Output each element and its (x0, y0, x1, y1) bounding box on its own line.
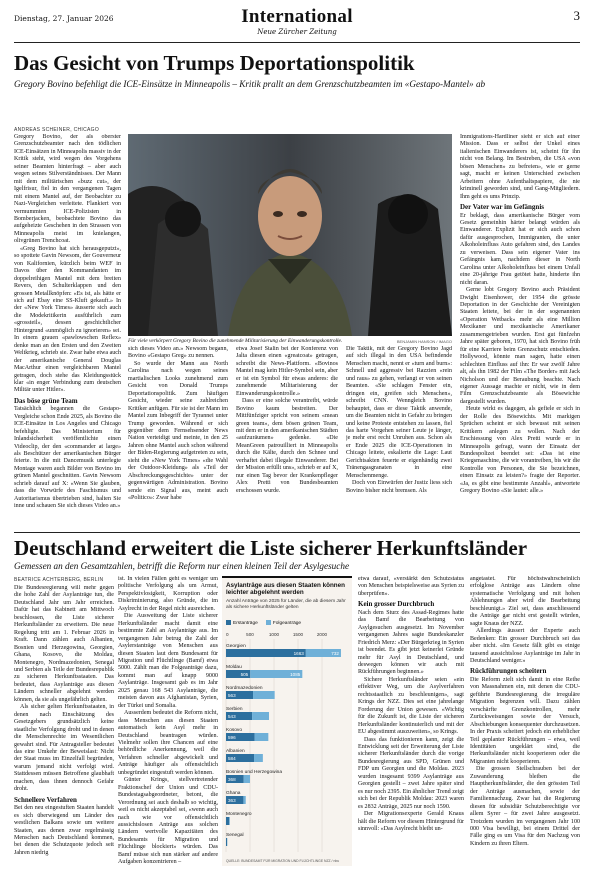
paragraph: etwa darauf, «verstärkt den Schutzstatus von Menschen beispielsweise aus Syrien zu überprüfen». (358, 576, 464, 597)
paragraph: sich dieses Video an.» Newsom begann, Bovino «Gestapo Greg» zu nennen. (128, 346, 228, 360)
legend-label: Erstanträge (233, 621, 258, 626)
legend-item-erst (226, 620, 258, 626)
paragraph: Dass das funktionieren kann, zeigt die Entwicklung seit der Erweiterung der Liste sicherer Herkunftsländer durch die vorige Bundesregierung aus SPD, Grünen und FDP um Georgien und die Moldau. 2023 wurden insgesamt 9399 Asylanträge aus Georgien gestellt – zwei Jahre später sind es nur noch 2395. Ein ähnlicher Trend zeigt sich bei der Republik Moldau: 2023 waren es 2832 Anträge, 2025 nur noch 1590. (358, 736, 464, 810)
data-label: 505 (240, 672, 249, 677)
data-label: 363 (228, 798, 236, 803)
bar-folgeantraege (253, 691, 275, 699)
x-tick-label: 500 (246, 632, 254, 637)
article2-col1 (14, 585, 114, 866)
paragraph: angetastet. Für höchstwahrscheinlich erfolglose Anträge aus Ländern ohne systematische Verfolgung und mit hohen Ablehnungen aber wird die Bearbeitung beschleunigt.» Ziel sei, dass anschliessend die Anträge gar nicht erst gestellt würden, sagte Knaus der NZZ. (470, 576, 580, 627)
paragraph: Die Taktik, mit der Gregory Bovino Jagd auf sich illegal in den USA befindende Menschen macht, nennt er «turn and burn»: Schnell und aggressiv bei Razzien «rein und raus» zu gehen, verlangt er von seinen Beamten. «Sie schlagen Fenster ein, dringen ein, greifen sich Menschen», schreibt CNN. Wenngleich Bovino behauptet, dass er diese Taktik anwende, um die Beamten nicht in Gefahr zu bringen und keine Proteste entstehen zu lassen, fiel das harte Vorgehen seiner Leute je länger, je mehr erst recht Unruhen aus. Schon als er Ende 2025 die ICE-Operationen in Chicago leitete, eskalierte die Lage: Laut Gerichtsakten feuerte er eigenhändig zwei Tränengasgranaten in eine Menschenmenge. (346, 346, 452, 479)
paragraph: Gerne lobt Gregory Bovino auch Präsident Dwight Eisenhower, der 1954 die grösste Deportation in der Geschichte der Vereinigten Staaten leitete, bei der in der sogenannten «Operation Wetback» mehr als eine Million Mexikaner und mexikanische Amerikaner zusammengetrieben wurden. Erst gut fünfzehn Jahre später geboren, 1970, hat sich Bovino früh für eine Karriere beim Grenzschutz entschieden. Hollywood, könnte man sagen, hatte einen schlechten Einfluss auf ihn: Er war zwölf Jahre alt, als ihn 1982 der Film «The Border» mit Jack Nicholson und der Beraubung beachte. Nach eigener Aussage machte er nicht, wie in dem Film Grenzschutzbeamte als Bösewichte dargestellt wurden. (460, 287, 580, 405)
paragraph: Heute wirkt es dagegen, als gefiele er sich in der Rolle des Bösewichts. Mit markigen Sprüchen scheint er sich bewusst mit seinen Kritikern anlegen zu wollen. Nach der Erschiessung von Alex Pretti wurde er in Minneapolis gefragt, wann der Einsatz der Bundespolizei beendet sei: «Das ist eine Kriegsmaschine, die wir vorantreiben, bis wir die Kontrolle von Personen, die Sie bezeichnen, einen Einsatz zu leisten?» fragte der Reporter. «Ja, es gibt eine bestimmte Anzahl», antwortete Gregory Bovino «Sie lautet: alle.» (460, 406, 580, 495)
article2-col4 (470, 576, 580, 866)
paragraph: Die grossen Stellschrauben bei der Zuwanderung bleiben die Hauptherkunftsländer, die den grössten Teil der Anträge ausmachen, sowie der Familiennachzug. Zwar hat die Regierung diesen für subsidiär Schutzberechtigte vor allem Syrer – für zwei Jahre ausgesetzt. Trotzdem wurden im vergangenen Jahr 100 000 Visa bewilligt, bei einem Drittel der Fälle ging es um Visa für den Nachzug von Kindern zu ihren Eltern. (470, 766, 580, 847)
subheading: Schnellere Verfahren (14, 795, 77, 804)
bar-folgeantraege (244, 775, 250, 783)
x-tick-label: 1500 (292, 632, 304, 637)
article1-col5 (460, 134, 580, 528)
chart-legend (226, 620, 301, 626)
category-label: Senegal (226, 833, 244, 838)
paragraph: Die Reform zielt sich damit in eine Reihe von Massnahmen ein, mit denen die CDU-geführte Bundesregierung die irreguläre Migration begrenzen will. Dazu zählen verschärfte Grenzkontrollen, mehr Zurückweisungen sowie der Versuch, Abschiebungen konsequenter durchzusetzen. In der Praxis scheitert jedoch ein erheblicher Teil geplanter Rückführungen – etwa, weil Identitäten ungeklärt sind, die Herkunftsländer nicht kooperieren oder die Migranten nicht kooperieren. (470, 676, 580, 765)
bar-folgeantraege (254, 754, 263, 762)
article1-col4 (346, 346, 452, 528)
subheading: Der Vater war im Gefängnis (460, 203, 544, 212)
article1-col3 (236, 346, 338, 528)
paragraph: Tatsächlich begannen die Gestapo-Vergleiche schon Ende 2025, als Bovino die ICE-Einsätze in Los Angeles und Chicago befehligte. Das Ministerium für Inlandsicherheit veröffentlichte einen Videoclip, der den «commander at large» als Beschützer der amerikanischen Bürger feierte. In die mit Dancemusik unterlegte Montage waren auch Bilder von Bovino im grünen Mantel geschnitten. Gavin Newsom schrieb darauf auf X: «Wenn Sie glauben, dass die Vorwürfe des Faschismus und Autoritarismus übertrieben sind, halten Sie inne und schauen Sie sich dieses Video an.» (14, 406, 121, 510)
asylum-chart (222, 576, 352, 866)
paragraph: Er beklagt, dass amerikanische Bürger vom Gesetz gemeinhin härter belangt würden als Einwanderer. Explizit hat er sich auch schon dafür ausgesprochen, Immigranten, die unter Alkoholeinfluss Auto gefahren sind, des Landes zu verweisen. Dass sein eigener Vater ins Gefängnis kam, nachdem dieser in North Carolina unter Alkoholeinfluss bei einem Unfall eine 20-jährige Frau getötet hatte, hinderte ihn nicht daran. (460, 212, 580, 286)
x-tick-label: 2000 (316, 632, 328, 637)
category-label: Albanien (226, 749, 245, 754)
paragraph: Die Ausweitung der Liste sicherer Herkunftsländer macht damit eine bestimmte Zahl an Asylanträge aus. Im vergangenen Jahr betrug die Zahl der Asylerstanträge von Menschen aus diesen Staaten laut dem Bundesamt für Migration und Flüchtlinge (Bamf) etwa 5000. Zählt man die Folgeanträge dazu, kommt man auf knapp 9000 Asylanträge. Insgesamt gab es im Jahr 2025 genau 168 543 Asylanträge, die meisten davon aus Afghanistan, Syrien, der Türkei und Somalia. (118, 613, 218, 709)
data-label: 563 (228, 693, 236, 698)
photo-caption: Für viele verkörpert Gregory Bovino die zunehmende Militarisierung der Einwanderungskontrolle. (128, 338, 343, 344)
paragraph: Die Bundesregierung will mehr gegen die hohe Zahl der Asylanträge tun, die Deutschland Jahr um Jahr erreichen. Dafür hat das Kabinett am Mittwoch beschlossen, die Liste sicherer Herkunftsländer zu erweitern. Die neue Regelung tritt am 1. Februar 2026 in Kraft. Dann zählen auch Albanien, Bosnien und Herzegowina, Georgien, Ghana, Kosovo, die Moldau, Montenegro, Nordmazedonien, Senegal und Serbien als Teile der Bundesrepublik zu sicheren Herkunftsstaaten. Das bedeutet, dass Asylanträge aus diesen Ländern schneller abgelehnt werden können, da sie als ungefährlich gelten. (14, 585, 114, 703)
legend-item-folge (266, 620, 301, 626)
paragraph: Nach dem Sturz des Assad-Regimes hatte das Bamf die Bearbeitung von Asylgesuchen ausgesetzt. Im November vergangenen Jahres sagte Bundeskanzler Friedrich Merz: «Der Bürgerkrieg in Syrien ist beendet. Es gibt jetzt keinerlei Gründe mehr für Asyl in Deutschland, und deswegen können wir auch mit Rückführungen beginnen.» (358, 609, 464, 676)
paragraph: Als sicher gelten Herkunftsstaaten, in denen nach Einschätzung des Gesetzgebers grundsätzlich keine staatliche Verfolgung droht und in denen die Menschenrechte im Wesentlichen gewahrt sind. Für Antragsteller bedeutet das eine Umkehr der Beweislast: Nicht der Staat muss im Einzelfall begründen, warum jemand nicht verfolgt wird. Stattdessen müssen Betroffene glaubhaft machen, dass ihnen dennoch Gefahr droht. (14, 704, 114, 793)
data-label: 1663 (293, 651, 304, 656)
issue-date: Dienstag, 27. Januar 2026 (14, 14, 114, 23)
data-label: 368 (228, 777, 236, 782)
paragraph: Dass er eine solche verantreibt, würde Bovino kaum bestreiten. Der Mittfünfziger spricht von seinem «mean green team», dem bösen grünen Team, mit dem er in den amerikanischen Städten «aufzuräumen» gedenke. «Die MeanGreen patrouilliert in Minneapolis durch die Kälte, durch den Schnee und verhaftet dabei illegale Einwanderer. Bei der Mission erfüllt uns», schrieb er auf X, nur einen Tag bevor der Krankenpfleger Alex Pretti von Bundesbeamten erschossen wurde. (236, 398, 338, 494)
article2-col3 (358, 576, 464, 866)
category-label: Moldau (226, 665, 242, 670)
paragraph: Gregory Bovino, der als oberster Grenzschutzbeamter nach den tödlichen ICE-Einsätzen in Minneapolis massiv in der Kritik steht, wird wegen des Vorgehens seiner Beamten hinterfragt – aber auch wegen seines Stilverständnisses. Der Mann mit dem militärischen «buzz cut», der Igelfrisur, fiel in den vergangenen Tagen mit einem Mantel auf, der Beobachter zu Nazi-Vergleichen verleitete. Flankiert von vermummten ICE-Polizisten in Bomberjacken, beobachtete Bovino das aufgeheizte Geschehen in den Strassen von Minneapolis meist im knielangen, olivgrünen Trenchcoat. (14, 134, 121, 245)
paragraph: Allerdings äussert der Experte auch Bedenken: Ein grosser Durchbruch sei das aber nicht. «Im Gesetz fällt gibt es einige tausend aussichtslose Asylanträge im Jahr in Deutschland weniger.» (470, 628, 580, 664)
legend-swatch (266, 620, 271, 625)
paragraph: Immigrations-Hardliner sieht er sich auf einer Mission. Dass er selbst der Unkel eines italienischen Einwanderers ist, scheint für ihn nicht von Belang. Im Bestreben, die USA «von bösen Menschen» zu befreien», wie er gerne sagt, macht er keinen Unterschied zwischen Arbeitern ohne Aufenthaltspapiere, die nie kriminell geworden sind, und Gang-Mitgliedern. Ihm geht es ums Prinzip. (460, 134, 580, 200)
legend-swatch (226, 620, 231, 625)
category-label: Nordmazedonien (226, 686, 263, 691)
bar-folgeantraege (252, 712, 269, 720)
article1-byline: ANDREAS SCHEINER, CHICAGO (14, 127, 100, 133)
bar-erstantraege (226, 838, 227, 846)
bar-folgeantraege (243, 796, 245, 804)
paragraph: ist. In vielen Fällen geht es weniger um politische Verfolgung als um Armut, Perspektivlosigkeit, Korruption oder Diskriminierung, also Gründe, die im Asylrecht in der Regel nicht ausreichen. (118, 576, 218, 612)
bovino-portrait-image (128, 134, 452, 336)
bar-folgeantraege (255, 733, 269, 741)
article1-photo (128, 134, 452, 336)
article2-headline: Deutschland erweitert die Liste sicherer Herkunftsländer (14, 536, 528, 560)
paragraph: Günter Krings, stellvertretender Fraktionschef der Union und CDU-Bundestagsabgeordneter, betont, die Verordnung sei auch deshalb so wichtig, weil es nicht akzeptabel sei, «wenn auch nach wie vor offensichtlich aussichtslosen Anträge aus solchen Ländern wertvolle Kapazitäten des Bundesamts für Migration und Flüchtlinge blockiert» würden. Das Bamf müsse sich nun stärker auf andere Aufgaben konzentrieren – (118, 777, 218, 866)
data-label: 584 (228, 756, 236, 761)
paragraph: «Greg Bovino hat sich herausgeputzt», so spottete Gavin Newsom, der Gouverneur von Kalifornien, kürzlich beim WEF in Davos über den Kommandanten im doppelreihigen Mantel mit dem breiten Revers, den Schulterklappen und den grossen Metallknöpfen: «Es ist, als hätte er sich auf Ebay eine SS-Kluft gekauft.» In der «New York Times» äusserte sich auch die Modekritikerin ausführlich zum «grossteil», dessen geschichtlicher Hintergrund «unmöglich zu ignorieren» sei. In einem grauen «pawlowschen Reflex» denke man an den Ersten und den Zweiten Weltkrieg, schrieb sie. Zwar habe etwa auch der amerikanische General Douglas MacArthur einen vergleichbaren Mantel getragen, doch stehe das Kleidungsstück klar «in enger Verbindung zum deutschen Militär unter Hitler». (14, 245, 121, 394)
article2-byline: BEATRICE ACHTERBERG, BERLIN (14, 577, 104, 583)
category-label: Kosovo (226, 728, 242, 733)
chart-plot (222, 630, 352, 855)
x-tick-label: 0 (226, 632, 229, 637)
chart-subtitle: Anzahl Anträge von 2025 für Länder, die ab diesem Jahr als sichere Herkunftsländer gelten (226, 599, 346, 610)
category-label: Ghana (226, 791, 241, 796)
article-divider (14, 532, 580, 533)
photo-credit: BENJAMIN HANSON / IMAGO (396, 339, 452, 344)
category-label: Bosnien und Herzegowina (226, 770, 283, 775)
masthead-rule (14, 42, 580, 43)
bar-folgeantraege (229, 817, 230, 825)
chart-title: Asylanträge aus diesen Staaten können leichter abgelehnt werden (226, 582, 345, 597)
legend-label: Folgeanträge (272, 621, 302, 626)
article1-headline: Das Gesicht von Trumps Deportationspolitik (14, 51, 415, 75)
bar-erstantraege (226, 817, 229, 825)
data-label: 543 (228, 714, 236, 719)
data-label: 596 (228, 735, 236, 740)
article1-col2 (128, 346, 228, 528)
paragraph: Ausserdem bedeutet die Reform nicht, dass Menschen aus diesen Staaten automatisch kein Asyl mehr in Deutschland beantragen würden. Vielmehr sollen ihre Chancen auf eine behördliche Anerkennung, weil die Verfahren schneller abgewickelt und Anträge häufiger als offensichtlich unbegründet eingestuft werden können. (118, 710, 218, 776)
paragraph: Der Migrationsexperte Gerald Knaus hält die Reform vor diesem Hintergrund für sinnvoll: «Das Asylrecht bleibt un- (358, 811, 464, 832)
category-label: Serbien (226, 707, 243, 712)
page-number: 3 (573, 8, 580, 23)
subheading: Das böse grüne Team (14, 396, 78, 405)
paragraph: Sichere Herkunftsländer seien «ein effektiver Weg, um die Asylverfahren rechtsstaatlich zu beschleunigen», sagt Krings der NZZ. Dies sei eine jahrelange Forderung der Union gewesen. «Wichtig für die Zukunft ist, die Liste der sicheren Herkunftsländer kontinuierlich und mit der EU abgestimmt auszuweiten», so Krings. (358, 676, 464, 736)
article1-col1 (14, 134, 121, 528)
chart-source: QUELLE: BUNDESAMT FÜR MIGRATION UND FLÜCHTLINGE NZZ / nbu (226, 859, 340, 863)
x-tick-label: 1000 (268, 632, 280, 637)
article2-col2 (118, 576, 218, 866)
category-label: Montenegro (226, 812, 252, 817)
article2-deck: Gemessen an den Gesamtzahlen, betrifft die Reform nur einen kleinen Teil der Asylgesuche (14, 561, 350, 571)
paragraph: Bei den neu eingestuften Staaten handelt es sich überwiegend um Länder des westlichen Balkans sowie um weitere Staaten, aus denen zwar regelmässig Menschen nach Deutschland kommen, bei denen die Schutzquote jedoch seit Jahren niedrig (14, 805, 114, 856)
masthead (14, 6, 580, 40)
article1-deck: Gregory Bovino befehligt die ICE-Einsätze in Minneapolis – Kritik prallt an dem Grenzschutzbeamten im «Gestapo-Mantel» ab (14, 79, 486, 89)
paragraph: Doch von Einwürfen der Justiz liess sich Bovino bisher nicht bremsen. Als (346, 480, 452, 494)
section-title: International (241, 6, 353, 27)
paragraph: etwa Josef Stalin bei der Konferenz von Jalta diesen einen «greatcoat» getragen, schreibt die News-Plattform. «Bovinos Mantel mag kein Hitler-Symbol sein, aber er ist ein Symbol für etwas anderes: die zunehmende Militarisierung der Einwanderungskontrolle.» (236, 346, 338, 397)
data-label: 1085 (290, 672, 301, 677)
data-label: 732 (331, 651, 339, 656)
subheading: Kein grosser Durchbruch (358, 600, 435, 609)
subheading: Rückführungen scheitern (470, 667, 547, 676)
paragraph: So wurde der Mann aus North Carolina nach wegen seines martialischen Looks zunehmend zum Gesicht von Donald Trumps Deportationspolitik. Zum häufigen Gesicht, wieder seine zahlreichen Kritiker anfügen. Für sie ist der Mann im Mantel zum Inbegriff der Tyrannei unter Trump geworden. Während er sich gegenüber dem Fernsehsender News Nation verteidigt und meinte, in den 25 Jahren ohne Mantel auch schon während der Biden-Regierung aufgetreten zu sein, sieht die «New York Times» «die Wahl der Outdoor-Kleidung» als «Teil der Abschreckungsgeschichte» unter der gegenwärtigen Administration. Bovino sende ein Signal aus, meint auch «Politico»: Zwar habe (128, 360, 228, 502)
paper-name: Neue Zürcher Zeitung (257, 28, 337, 36)
category-label: Georgien (226, 644, 246, 649)
